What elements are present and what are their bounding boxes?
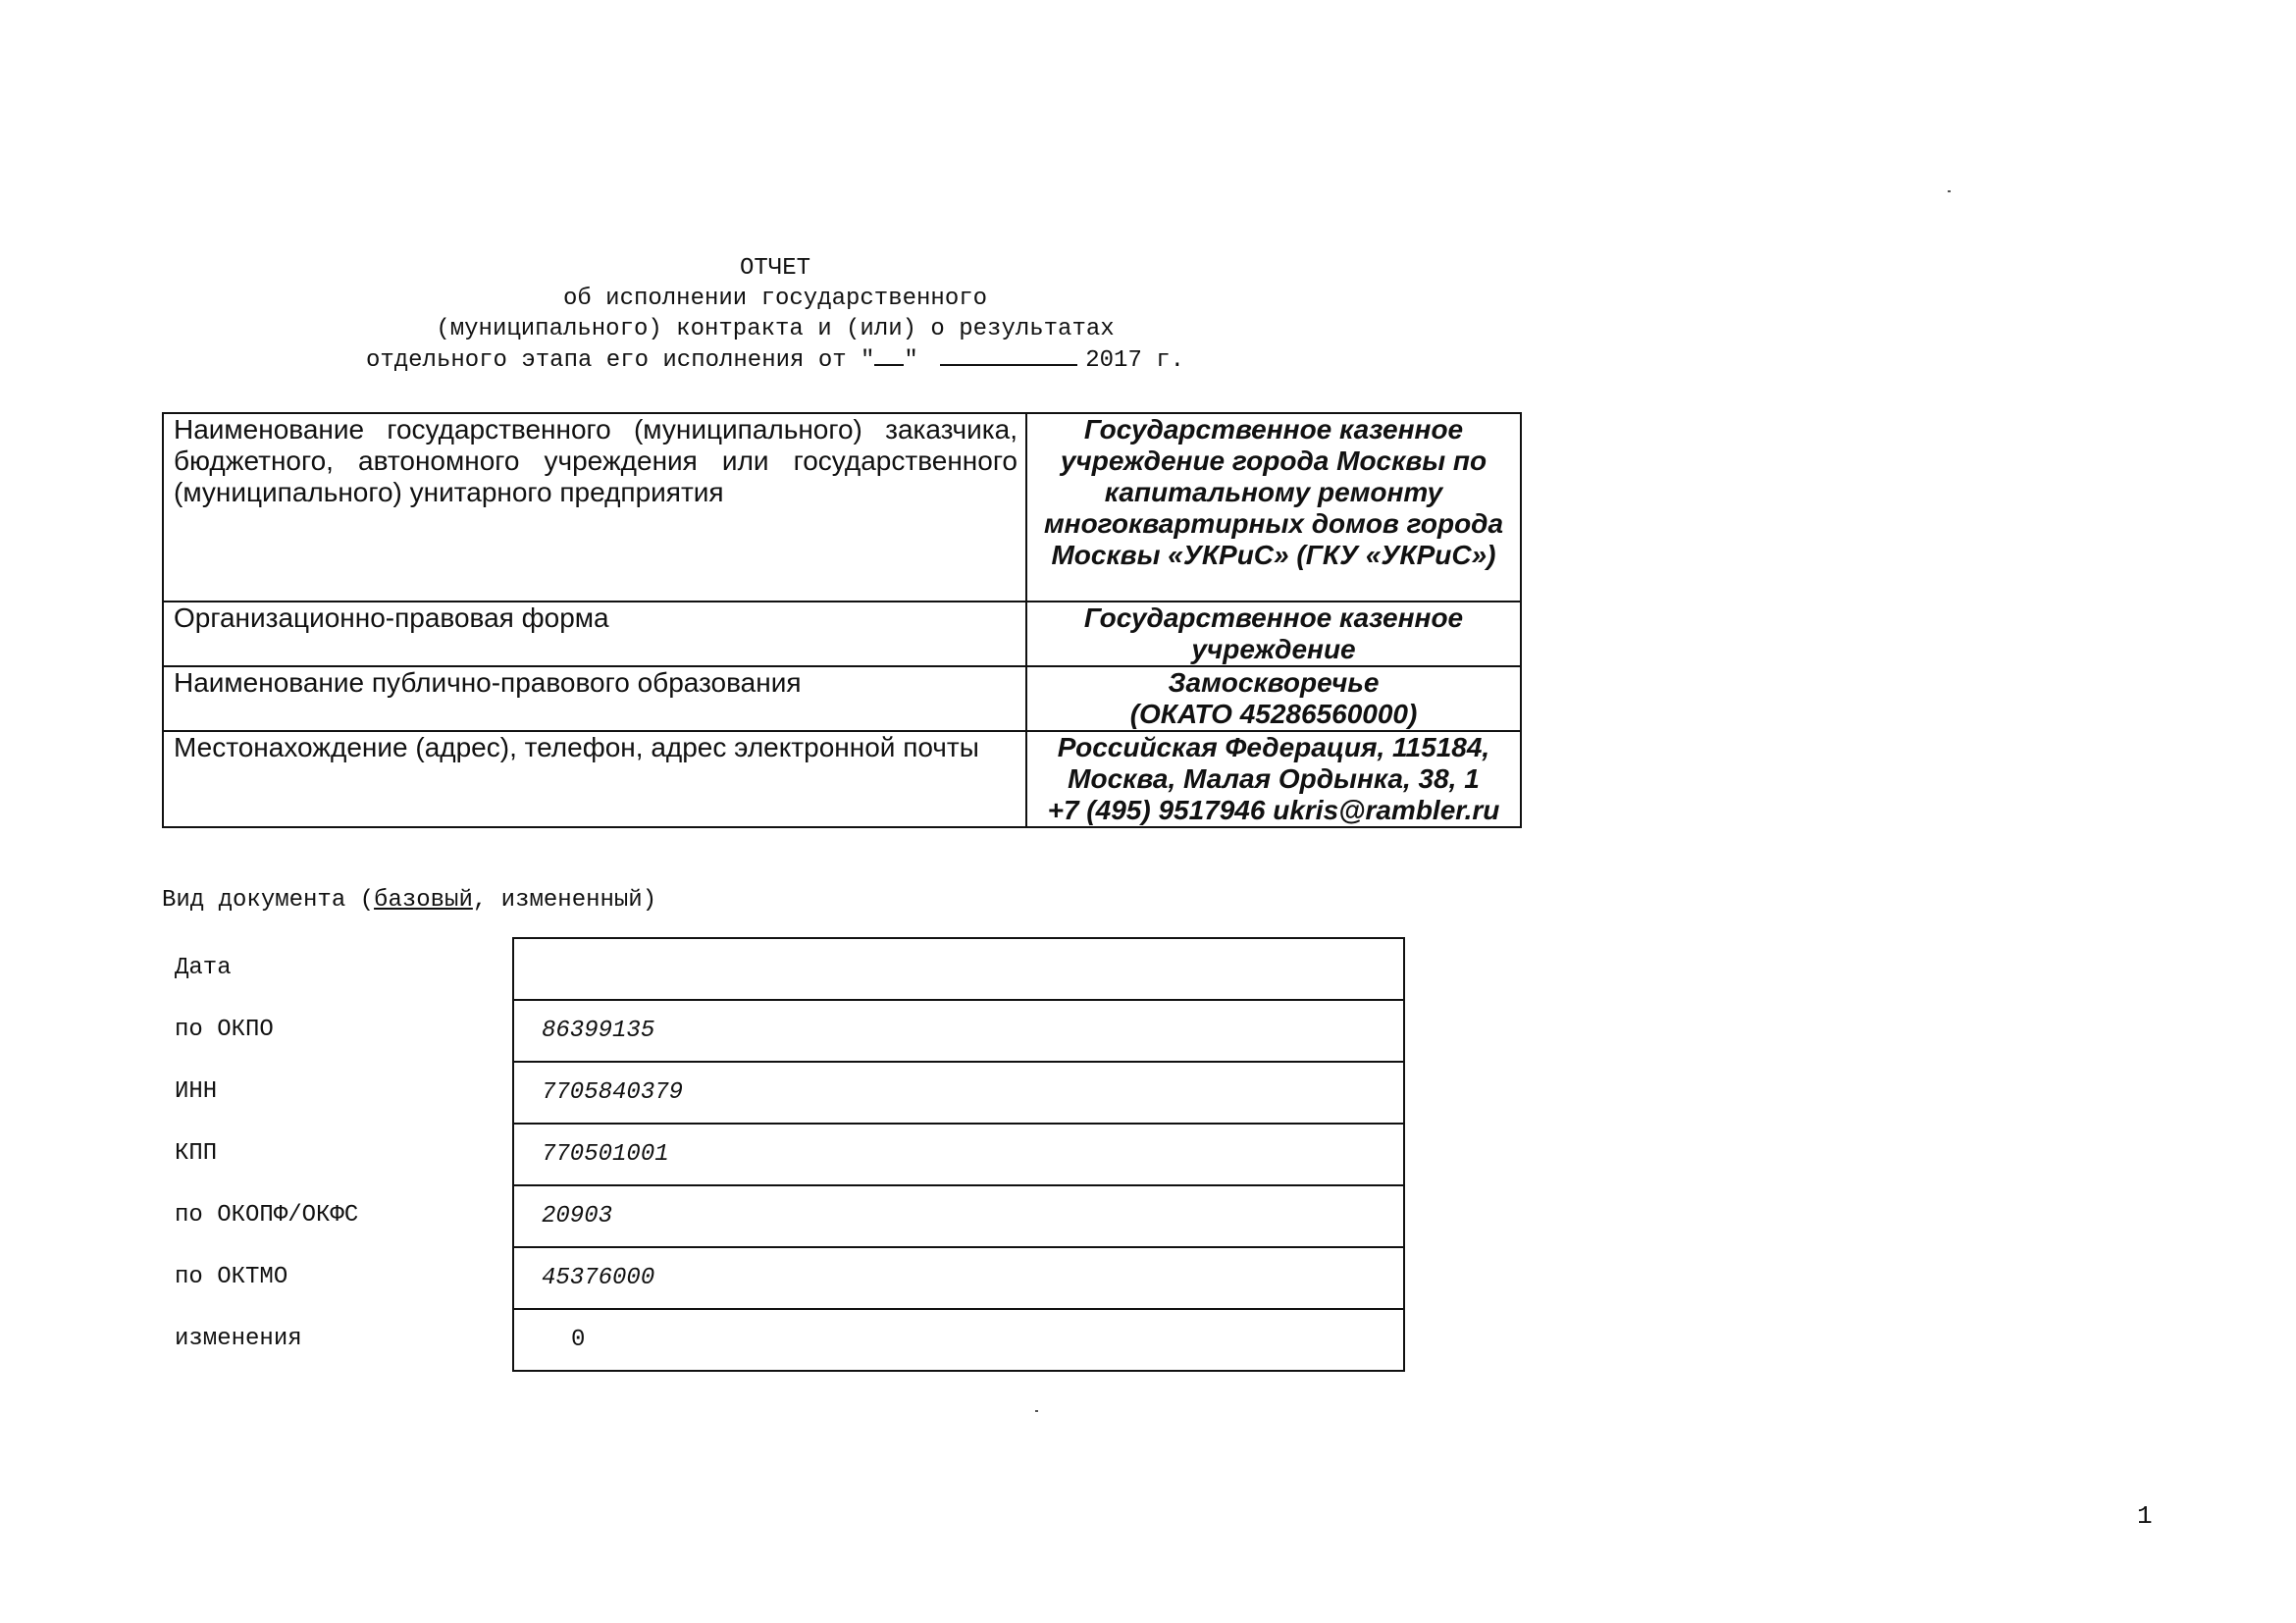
code-value-inn: 7705840379 bbox=[514, 1063, 1403, 1125]
codes-labels bbox=[175, 937, 508, 1370]
address-label: Местонахождение (адрес), телефон, адрес электронной почты bbox=[163, 731, 1026, 827]
scan-speck bbox=[1035, 1410, 1038, 1412]
report-title-block bbox=[294, 253, 1256, 376]
address-value bbox=[1026, 731, 1521, 827]
date-day-blank bbox=[874, 344, 904, 366]
report-subtitle-line-1: об исполнении государственного bbox=[562, 286, 988, 312]
report-date-year: 2017 г. bbox=[1085, 347, 1185, 374]
document-type-prefix: Вид документа ( bbox=[162, 887, 375, 914]
report-title: ОТЧЕТ bbox=[739, 255, 810, 282]
report-date-prefix: отдельного этапа его исполнения от " bbox=[365, 347, 875, 374]
report-date-quote: " bbox=[904, 347, 918, 374]
public-entity-name: Замоскворечье bbox=[1168, 667, 1380, 698]
address-line-1: Российская Федерация, 115184, bbox=[1057, 732, 1490, 762]
legal-form-label: Организационно-правовая форма bbox=[163, 602, 1026, 666]
code-label-oktmo: по ОКТМО bbox=[175, 1264, 288, 1290]
date-month-blank bbox=[940, 344, 1077, 366]
codes-table bbox=[512, 937, 1405, 1372]
document-type-rest: , измененный) bbox=[472, 887, 657, 914]
public-entity-okato: (ОКАТО 45286560000) bbox=[1129, 699, 1418, 729]
code-label-kpp: КПП bbox=[175, 1140, 218, 1167]
code-value-date bbox=[514, 939, 1403, 1001]
table-row bbox=[163, 413, 1521, 602]
table-row bbox=[163, 731, 1521, 827]
code-value-changes: 0 bbox=[514, 1310, 1403, 1372]
code-label-okopf: по ОКОПФ/ОКФС bbox=[175, 1202, 359, 1229]
document-type-selected: базовый bbox=[374, 887, 473, 914]
report-subtitle-line-2: (муниципального) контракта и (или) о результатах bbox=[436, 316, 1115, 342]
contact-line: +7 (495) 9517946 ukris@rambler.ru bbox=[1047, 795, 1500, 825]
address-line-2: Москва, Малая Ордынка, 38, 1 bbox=[1068, 763, 1480, 794]
code-value-okpo: 86399135 bbox=[514, 1001, 1403, 1063]
customer-name-label: Наименование государственного (муниципального) заказчика, бюджетного, автономного учреждения или государственного (муниципального) унитарного предприятия bbox=[163, 413, 1026, 602]
table-row bbox=[163, 602, 1521, 666]
legal-form-value: Государственное казенное учреждение bbox=[1026, 602, 1521, 666]
customer-info-table bbox=[162, 412, 1522, 828]
public-entity-label: Наименование публично-правового образования bbox=[163, 666, 1026, 731]
code-label-date: Дата bbox=[175, 955, 232, 981]
code-label-changes: изменения bbox=[175, 1326, 302, 1352]
public-entity-value bbox=[1026, 666, 1521, 731]
scan-speck bbox=[1948, 190, 1951, 192]
code-label-okpo: по ОКПО bbox=[175, 1017, 274, 1043]
page-number: 1 bbox=[2137, 1501, 2153, 1531]
code-value-okopf: 20903 bbox=[514, 1186, 1403, 1248]
customer-name-value: Государственное казенное учреждение города Москвы по капитальному ремонту многоквартирных домов города Москвы «УКРиС» (ГКУ «УКРиС») bbox=[1026, 413, 1521, 602]
document-type bbox=[162, 887, 656, 914]
report-date-line bbox=[294, 344, 1256, 376]
code-label-inn: ИНН bbox=[175, 1078, 218, 1105]
code-value-kpp: 770501001 bbox=[514, 1125, 1403, 1186]
table-row bbox=[163, 666, 1521, 731]
code-value-oktmo: 45376000 bbox=[514, 1248, 1403, 1310]
